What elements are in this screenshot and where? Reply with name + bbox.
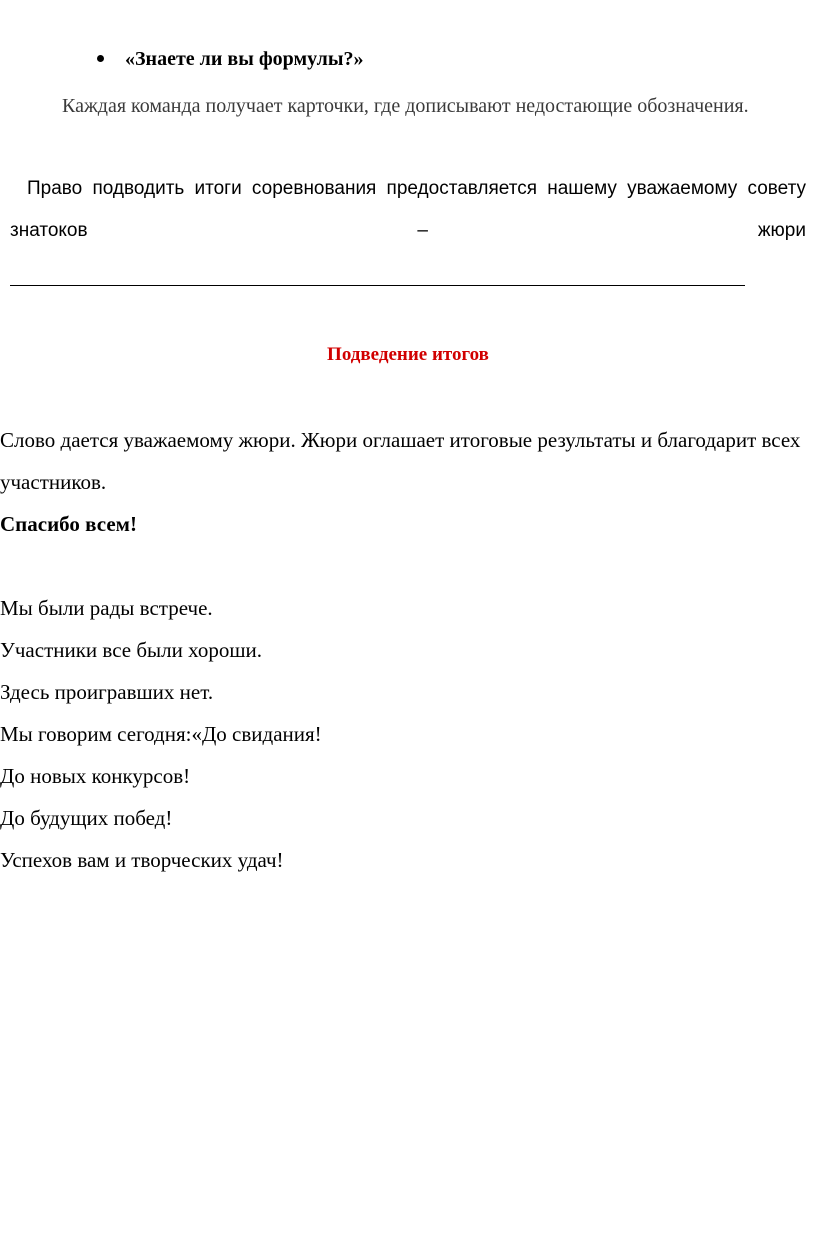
poem-line: До будущих побед!	[0, 806, 173, 830]
poem	[0, 587, 816, 881]
cards-paragraph: Каждая команда получает карточки, где дописывают недостающие обозначения.	[62, 95, 749, 117]
blank-underline	[10, 285, 745, 286]
poem-line: Здесь проигравших нет.	[0, 680, 214, 704]
poem-line: До новых конкурсов!	[0, 764, 191, 788]
poem-line: Мы были рады встрече.	[0, 596, 213, 620]
jury-paragraph: Право подводить итоги соревнования предоставляется нашему уважаемому совету знатоков – жюри	[10, 178, 806, 241]
section-heading: Подведение итогов	[327, 344, 489, 365]
poem-line: Мы говорим сегодня:«До свидания!	[0, 722, 322, 746]
poem-line: Участники все были хороши.	[0, 638, 262, 662]
thanks-line: Спасибо всем!	[0, 512, 137, 536]
bullet-icon	[97, 55, 104, 62]
poem-line: Успехов вам и творческих удач!	[0, 848, 284, 872]
closing-block	[0, 419, 816, 545]
closing-paragraph: Слово дается уважаемому жюри. Жюри оглашает итоговые результаты и благодарит всех участников.	[0, 428, 801, 494]
bullet-item-text: «Знаете ли вы формулы?»	[125, 48, 364, 70]
bullet-list-item	[97, 44, 363, 74]
